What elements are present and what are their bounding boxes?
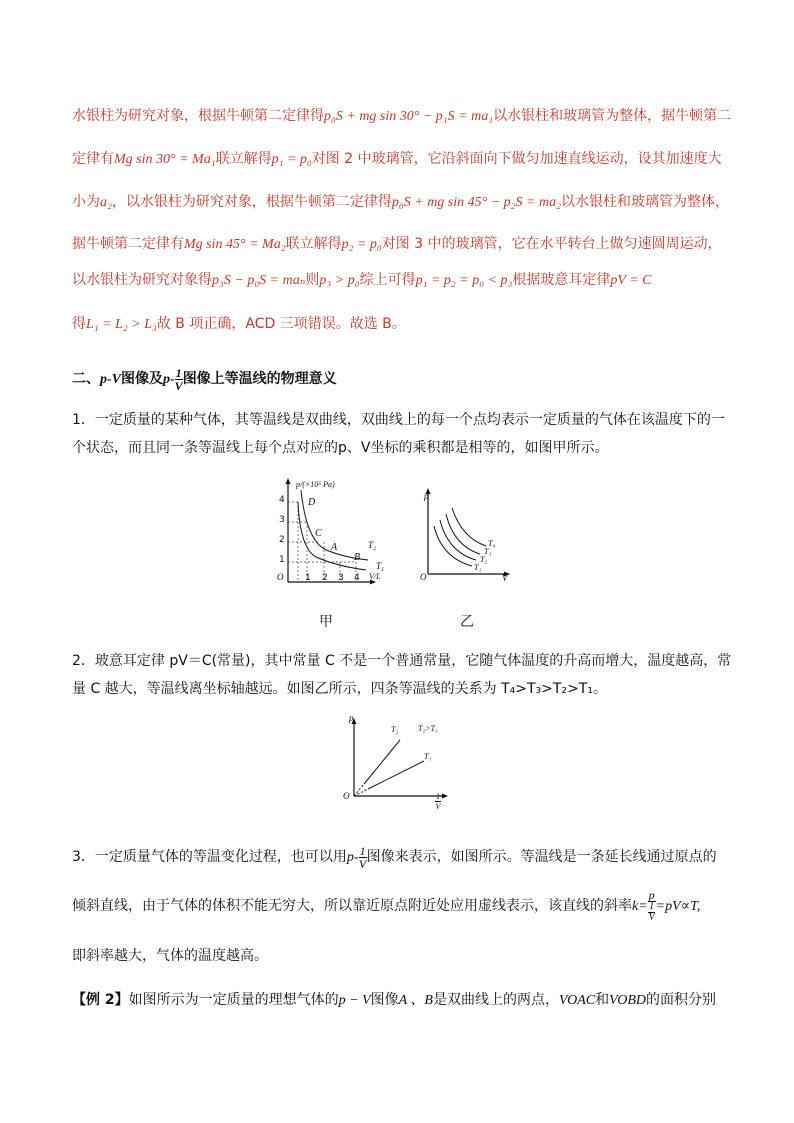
figure-jia-caption: 甲	[319, 614, 333, 630]
line-fig-relation: T₂>T₁	[418, 724, 438, 733]
example2-line: 【例 2】如图所示为一定质量的理想气体的p − V图像A 、B是双曲线上的两点，VOAC和VOBD的面积分别	[72, 992, 717, 1008]
jia-ytick-2: 2	[279, 535, 285, 545]
jia-ytick-3: 3	[279, 515, 285, 525]
solution-line-2: 定律有Mg sin 30° = Ma₁联立解得p₁ = p₀对图 2 中玻璃管，它沿斜面向下做匀加速直线运动，设其加速度大	[72, 151, 722, 167]
jia-xtick-4: 4	[354, 573, 360, 583]
item3-line-1: 3．一定质量气体的等温变化过程，也可以用p- $\frac{1}{V}$ 图像来表示，如图所示。等温线是一条延长线通过原点的	[72, 843, 717, 871]
yi-curve-t2: T₂	[480, 555, 488, 564]
item2-line-1: 2．玻意耳定律 pV＝C(常量)，其中常量 C 不是一个普通常量，它随气体温度的升高而增大，温度越高，常	[72, 653, 732, 669]
jia-point-a: A	[331, 542, 338, 553]
jia-xlabel: V/L	[369, 572, 381, 581]
slope-fraction: $\frac{p}{\frac{1}{V}}$	[648, 888, 655, 923]
item2-line-2: 量 C 越大，等温线离坐标轴越远。如图乙所示，四条等温线的关系为 T₄>T₃>T₂>T₁。	[72, 681, 607, 697]
item1-line-2: 个状态，而且同一条等温线上每个点对应的p、V坐标的乘积都是相等的，如图甲所示。	[72, 440, 609, 456]
figure-jia	[276, 478, 376, 588]
item1-line-1: 1．一定质量的某种气体，其等温线是双曲线，双曲线上的每一个点均表示一定质量的气体在该温度下的一	[72, 412, 725, 428]
jia-point-c: C	[315, 528, 322, 539]
line-fig-xlabel: $\frac{1}{V}$	[435, 792, 441, 811]
item3-line-3: 即斜率越大，气体的温度越高。	[72, 948, 268, 964]
solution-line-3: 小为a₂，以水银柱为研究对象，根据牛顿第二定律得p₀S + mg sin 45° − p₂S = ma₂以水银柱和玻璃管为整体，	[72, 194, 729, 210]
item3-fraction: $\frac{1}{V}$	[358, 843, 367, 871]
jia-point-d: D	[308, 497, 316, 508]
solution-line-4: 据牛顿第二定律有Mg sin 45° = Ma₂联立解得p₂ = p₀对图 3 中的玻璃管，它在水平转台上做匀速圆周运动，	[72, 236, 722, 252]
jia-curve-t1: T₁	[376, 561, 385, 571]
jia-origin: O	[277, 572, 284, 582]
yi-xlabel: V	[502, 573, 508, 583]
jia-ytick-4: 4	[279, 495, 285, 505]
item3-line-2: 倾斜直线，由于气体的体积不能无穷大，所以靠近原点附近处应用虚线表示，该直线的斜率k= $\frac{p}{\frac{1}{V}}$ =pV∝T,	[72, 888, 701, 923]
line-fig-t1: T₁	[424, 752, 432, 761]
jia-xtick-1: 1	[305, 573, 311, 583]
line-fig-ylabel: p	[349, 713, 354, 723]
jia-xtick-2: 2	[322, 573, 328, 583]
yi-curve-t1: T₁	[474, 563, 482, 572]
jia-curve-t2: T₂	[368, 540, 377, 550]
section-heading: 二、p-V图像及p- $\frac{1}{V}$ 图像上等温线的物理意义	[72, 365, 337, 393]
figure-yi	[420, 488, 510, 580]
line-fig-origin: O	[343, 791, 350, 801]
figure-yi-caption: 乙	[460, 614, 474, 630]
jia-ylabel: p/(×10⁵ Pa)	[296, 480, 335, 489]
solution-line-5: 以水银柱为研究对象得p₃S − p₀S = maₙ则p₃ > p₀综上可得p₁ = p₂ = p₀ < p₃根据玻意耳定律pV = C	[72, 272, 652, 288]
line-fig-t2: T₂	[391, 725, 399, 734]
jia-ytick-1: 1	[279, 555, 285, 565]
solution-line-1: 水银柱为研究对象，根据牛顿第二定律得p₀S + mg sin 30° − p₁S = ma₁以水银柱和玻璃管为整体，据牛顿第二	[72, 108, 732, 124]
yi-curve-t4: T₄	[488, 539, 496, 548]
solution-line-6: 得L₁ = L₂ > L₃故 B 项正确，ACD 三项错误。故选 B。	[72, 316, 406, 332]
section-fraction: $\frac{1}{V}$	[174, 365, 183, 393]
yi-ylabel: p	[424, 491, 429, 501]
jia-xtick-3: 3	[338, 573, 344, 583]
yi-origin: O	[420, 572, 427, 582]
jia-point-b: B	[354, 552, 361, 563]
yi-curve-t3: T₃	[484, 547, 492, 556]
